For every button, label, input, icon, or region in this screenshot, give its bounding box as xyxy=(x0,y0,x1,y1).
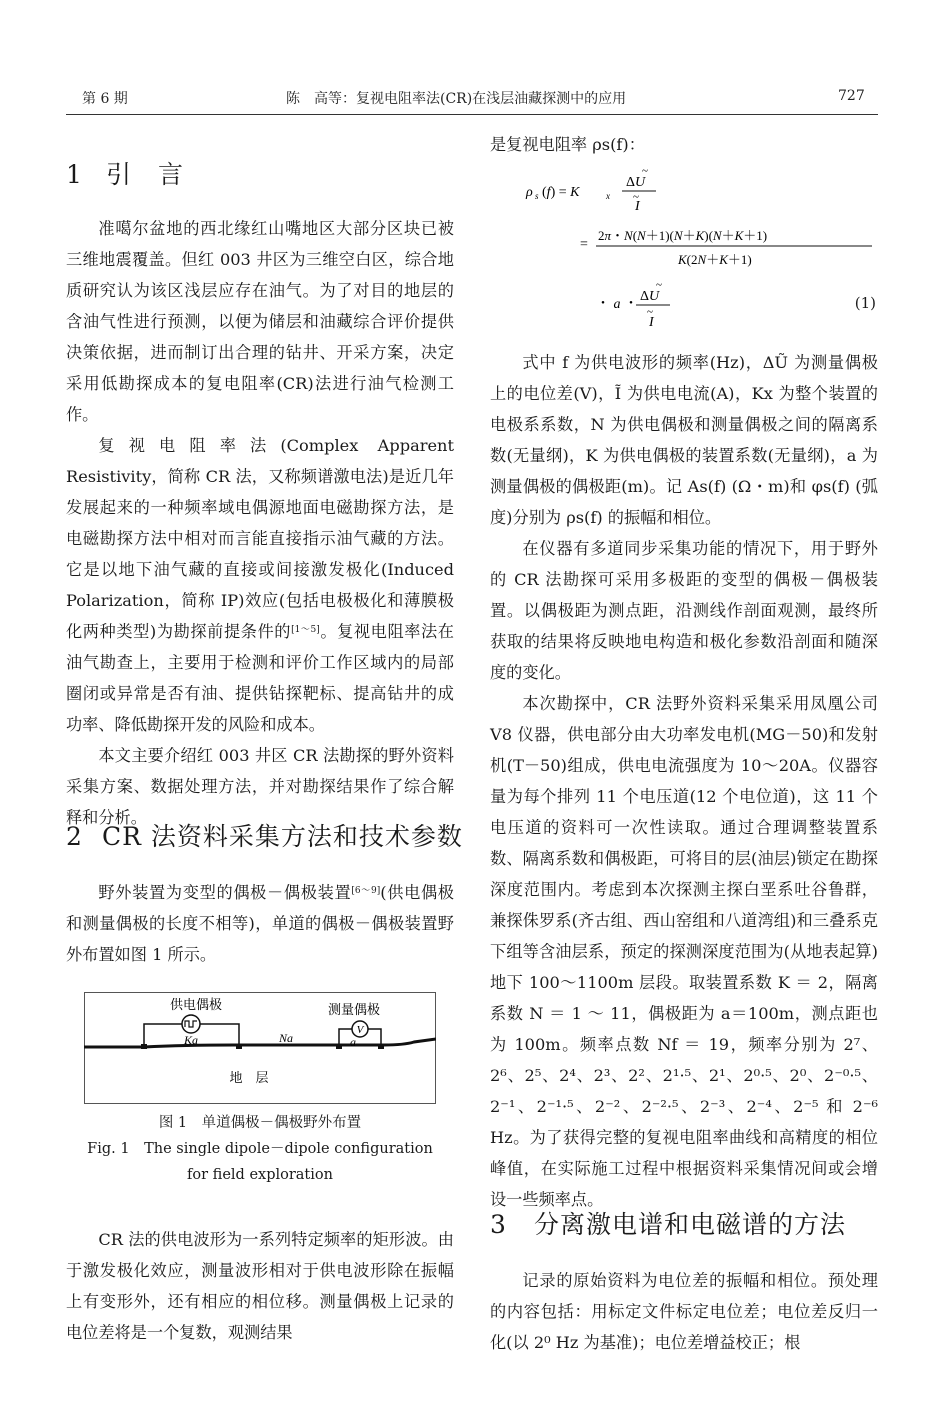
paragraph: CR 法的供电波形为一系列特定频率的矩形波。由于激发极化效应，测量波形相对于供电波形除在振幅上有变形外，还有相应的相位移。测量偶极上记录的电位差将是一个复数，观测结果 xyxy=(66,1230,454,1342)
paragraph xyxy=(66,430,454,740)
paragraph: 是复视电阻率 ρs(f)： xyxy=(490,135,645,154)
caption-english-line1: Fig. 1 The single dipole－dipole configuration xyxy=(87,1141,433,1157)
left-column-sec2 xyxy=(66,877,454,970)
header-rule xyxy=(66,114,878,115)
left-column-sec1 xyxy=(66,213,454,833)
eq-i: I xyxy=(635,199,640,214)
paragraph: 在仪器有多道同步采集功能的情况下，用于野外的 CR 法勘探可采用多极距的变型的偶极－偶极装置。以偶极距为测点距，沿测线作剖面观测，最终所获取的结果将反映地电构造和极化参数沿剖面和随深度的变化。 xyxy=(490,539,878,682)
eq-denominator: K(2N＋K＋1) xyxy=(678,252,752,267)
eq-sub-s: s xyxy=(535,191,539,201)
ka-label: Ka xyxy=(183,1033,199,1047)
left-column-sec2-cont xyxy=(66,1224,454,1348)
na-label: Na xyxy=(278,1031,294,1045)
caption-chinese: 图 1 单道偶极－偶极野外布置 xyxy=(158,1115,362,1131)
eq-numerator: 2π・N(N＋1)(N＋K)(N＋K＋1) xyxy=(598,228,768,243)
equation-number: (1) xyxy=(854,294,876,312)
section-1-heading xyxy=(66,158,184,192)
citation: [6～9] xyxy=(351,886,381,896)
section-3-title: 分离激电谱和电磁谱的方法 xyxy=(534,1210,847,1239)
eq-rho: ρ xyxy=(526,185,533,200)
measure-dipole-label: 测量偶极 xyxy=(327,1003,381,1018)
voltmeter-label: V xyxy=(356,1024,364,1036)
paragraph: 本次勘探中，CR 法野外资料采集采用凤凰公司 V8 仪器，供电部分由大功率发电机(MG－50)和发射机(T－50)组成，供电电流强度为 10～20A。仪器容量为每个排列 11 个电压道(12 个电位道)，这 11 个电压道的资料可一次性读取。通过合理调整装置系数、隔离系数和偶极距，可将目的层(油层)锁定在勘探深度范围内。考虑到本次探测主探白垩系吐谷鲁群，兼探侏罗系(齐古组、西山窑组和八道湾组)和三叠系克下组等含油层系，预定的探测深度范围为(从地表起算)地下 100～1100m 层段。取装置系数 K ＝ 2，隔离系数 N ＝ 1 ～ 11，偶极距为 a＝100m，测点距也为 100m。频率点数 Nf ＝ 19，频率分别为 2⁷、2⁶、2⁵、2⁴、2³、2²、2¹·⁵、2¹、2⁰·⁵、2⁰、2⁻⁰·⁵、2⁻¹、2⁻¹·⁵、2⁻²、2⁻²·⁵、2⁻³、2⁻⁴、2⁻⁵ 和 2⁻⁶ Hz。为了获得完整的复视电阻率曲线和高精度的相位峰值，在实际施工过程中根据资料采集情况间或会增设一些频率点。 xyxy=(490,694,878,1209)
eq-times-a: ・ a ・ xyxy=(596,297,638,312)
paragraph: 本文主要介绍红 003 井区 CR 法勘探的野外资料采集方案、数据处理方法，并对勘探结果作了综合解释和分析。 xyxy=(66,746,454,827)
electrode-m xyxy=(336,1044,342,1049)
section-2-number: 2 xyxy=(66,822,83,851)
eq-tilde-u-2: ~ xyxy=(656,279,662,291)
citation: [1～5] xyxy=(291,625,320,635)
eq-equals-2: = xyxy=(580,237,588,252)
eq-sub-x: x xyxy=(606,191,610,201)
paragraph-text: (供电偶极和测量偶极的长度不相等)，单道的偶极－偶极装置野外布置如图 1 所示。 xyxy=(66,883,454,964)
a-label: a xyxy=(350,1035,356,1049)
eq-tilde-i-2: ~ xyxy=(647,306,653,318)
electrode-b xyxy=(236,1044,242,1049)
eq-delta-u-2: ΔU xyxy=(640,289,660,304)
paragraph: 记录的原始资料为电位差的振幅和相位。预处理的内容包括：用标定文件标定电位差；电位差反归一化(以 2⁰ Hz 为基准)；电位差增益校正；根 xyxy=(490,1271,878,1352)
electrode-n xyxy=(378,1044,384,1049)
eq-tilde-u: ~ xyxy=(642,165,648,177)
dipole-diagram xyxy=(84,992,436,1104)
section-1-title: 引 言 xyxy=(106,160,185,189)
section-2-title: CR 法资料采集方法和技术参数 xyxy=(102,822,463,851)
figure-1 xyxy=(84,992,436,1104)
page-number: 727 xyxy=(838,88,865,104)
eq-lhs: (f) = K xyxy=(542,185,580,200)
issue-number: 第 6 期 xyxy=(82,91,128,107)
paragraph-text: 。复视电阻率法在油气勘查上，主要用于检测和评价工作区域内的局部圈闭或异常是否有油、提供钻探靶标、提高钻井的成功率、降低勘探开发的风险和成本。 xyxy=(66,622,454,734)
figure-1-caption xyxy=(66,1110,454,1188)
caption-english-line2: for field exploration xyxy=(187,1167,333,1183)
paragraph-text: 野外装置为变型的偶极－偶极装置 xyxy=(98,883,352,902)
paragraph-text: 复视电阻率法(Complex Apparent Resistivity，简称 CR 法，又称频谱激电法)是近几年发展起来的一种频率域电偶源地面电磁勘探方法，是电磁勘探方法中相对而言能直接指示油气藏的方法。它是以地下油气藏的直接或间接激发极化(Induced Polarization，简称 IP)效应(包括电极极化和薄膜极化两种类型)为勘探前提条件的 xyxy=(66,436,454,641)
supply-dipole-label: 供电偶极 xyxy=(169,998,223,1013)
equation-1 xyxy=(490,162,878,340)
section-1-number: 1 xyxy=(66,160,83,189)
ground-label: 地 层 xyxy=(229,1071,269,1086)
equation-graphic xyxy=(490,162,878,340)
eq-tilde-i: ~ xyxy=(633,191,639,203)
right-column-body xyxy=(490,347,878,1215)
section-3-heading xyxy=(490,1208,846,1242)
electrode-a xyxy=(141,1044,147,1049)
eq-delta-u: ΔU xyxy=(626,175,646,190)
right-column-sec3 xyxy=(490,1265,878,1358)
section-2-heading xyxy=(66,820,463,854)
section-3-number: 3 xyxy=(490,1210,507,1239)
running-title: 陈 高等：复视电阻率法(CR)在浅层油藏探测中的应用 xyxy=(286,91,627,107)
paragraph: 准噶尔盆地的西北缘红山嘴地区大部分区块已被三维地震覆盖。但红 003 井区为三维空白区，综合地质研究认为该区浅层应存在油气。为了对目的地层的含油气性进行预测，以便为储层和油藏综合评价提供决策依据，进而制订出合理的钻井、开采方案，决定采用低勘探成本的复电阻率(CR)法进行油气检测工作。 xyxy=(66,219,454,424)
right-column-intro xyxy=(490,129,878,160)
paragraph: 式中 f 为供电波形的频率(Hz)，ΔŨ 为测量偶极上的电位差(V)，Ĩ 为供电电流(A)，Kx 为整个装置的电极系系数，N 为供电偶极和测量偶极之间的隔离系数(无量纲)，K 为供电偶极的装置系数(无量纲)，a 为测量偶极的偶极距(m)。记 As(f) (Ω・m)和 φs(f) (弧度)分别为 ρs(f) 的振幅和相位。 xyxy=(490,353,878,527)
eq-i-2: I xyxy=(649,315,654,330)
paragraph xyxy=(66,877,454,970)
